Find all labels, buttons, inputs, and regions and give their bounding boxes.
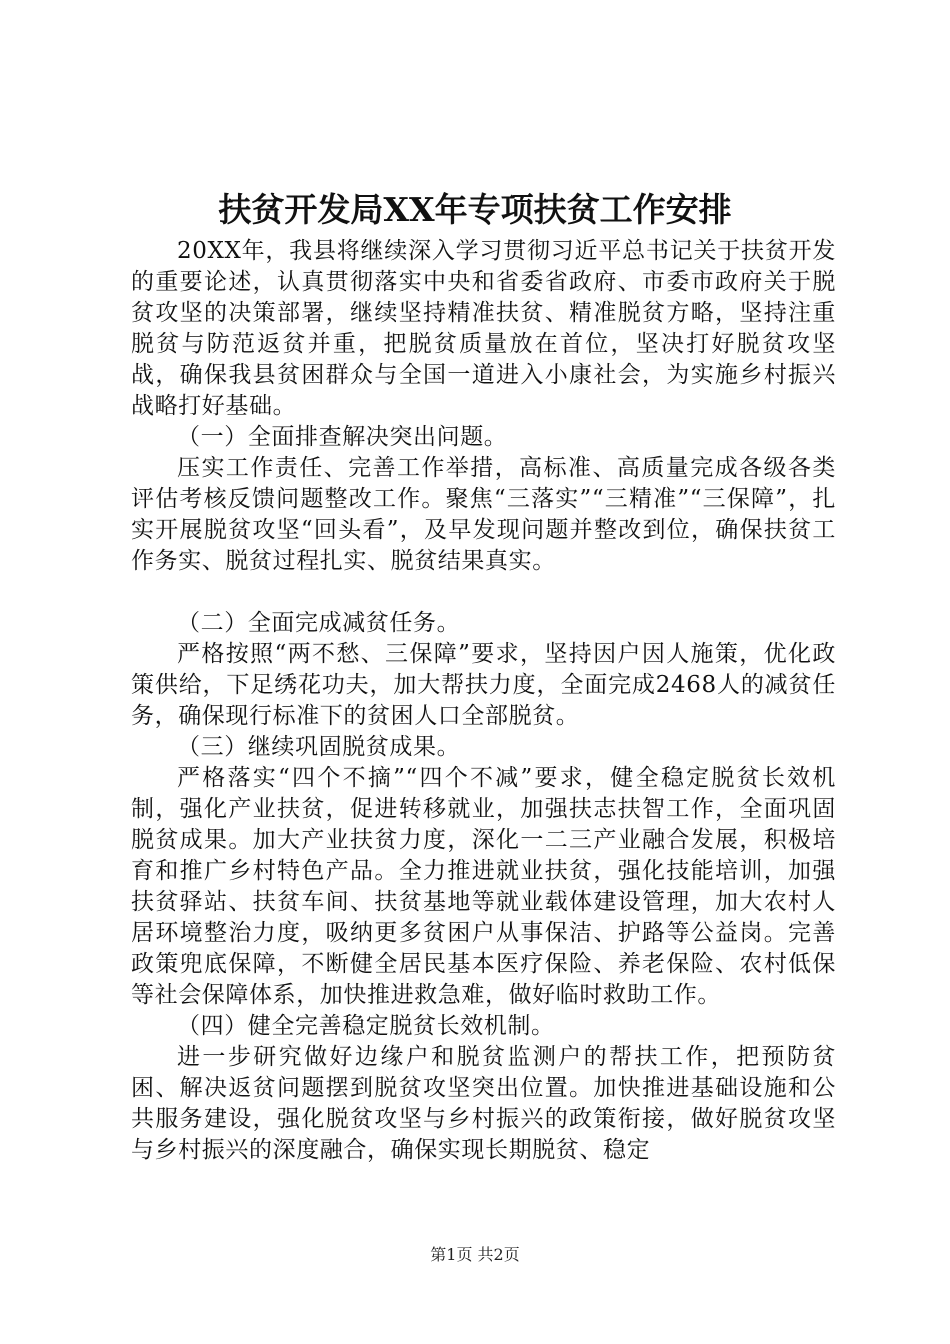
section-heading-2: （二）全面完成减贫任务。 [177,610,461,636]
document-body [131,236,836,1166]
section-heading-3: （三）继续巩固脱贫成果。 [177,734,461,760]
section-paragraph-1: 压实工作责任、完善工作举措，高标准、高质量完成各级各类评估考核反馈问题整改工作。聚焦“三落实”“三精准”“三保障”，扎实开展脱贫攻坚“回头看”，及早发现问题并整改到位，确保扶贫工作务实、脱贫过程扎实、脱贫结果真实。 [131,455,836,574]
page-footer: 第1页 共2页 [430,1245,520,1264]
section-paragraph-4: 进一步研究做好边缘户和脱贫监测户的帮扶工作，把预防贫困、解决返贫问题摆到脱贫攻坚突出位置。加快推进基础设施和公共服务建设，强化脱贫攻坚与乡村振兴的政策衔接，做好脱贫攻坚与乡村振兴的深度融合，确保实现长期脱贫、稳定 [131,1044,836,1163]
section-heading-4: （四）健全完善稳定脱贫长效机制。 [177,1013,555,1039]
section-heading-1: （一）全面排查解决突出问题。 [177,424,508,450]
intro-paragraph: 20XX年，我县将继续深入学习贯彻习近平总书记关于扶贫开发的重要论述，认真贯彻落实中央和省委省政府、市委市政府关于脱贫攻坚的决策部署，继续坚持精准扶贫、精准脱贫方略，坚持注重脱贫与防范返贫并重，把脱贫质量放在首位，坚决打好脱贫攻坚战，确保我县贫困群众与全国一道进入小康社会，为实施乡村振兴战略打好基础。 [131,238,836,419]
section-paragraph-2: 严格按照“两不愁、三保障”要求，坚持因户因人施策，优化政策供给，下足绣花功夫，加大帮扶力度，全面完成2468人的减贫任务，确保现行标准下的贫困人口全部脱贫。 [131,641,836,729]
section-paragraph-3: 严格落实“四个不摘”“四个不减”要求，健全稳定脱贫长效机制，强化产业扶贫，促进转移就业，加强扶志扶智工作，全面巩固脱贫成果。加大产业扶贫力度，深化一二三产业融合发展，积极培育和推广乡村特色产品。全力推进就业扶贫，强化技能培训，加强扶贫驿站、扶贫车间、扶贫基地等就业载体建设管理，加大农村人居环境整治力度，吸纳更多贫困户从事保洁、护路等公益岗。完善政策兜底保障，不断健全居民基本医疗保险、养老保险、农村低保等社会保障体系，加快推进救急难，做好临时救助工作。 [131,765,836,1008]
document-title: 扶贫开发局XX年专项扶贫工作安排 [218,190,732,229]
